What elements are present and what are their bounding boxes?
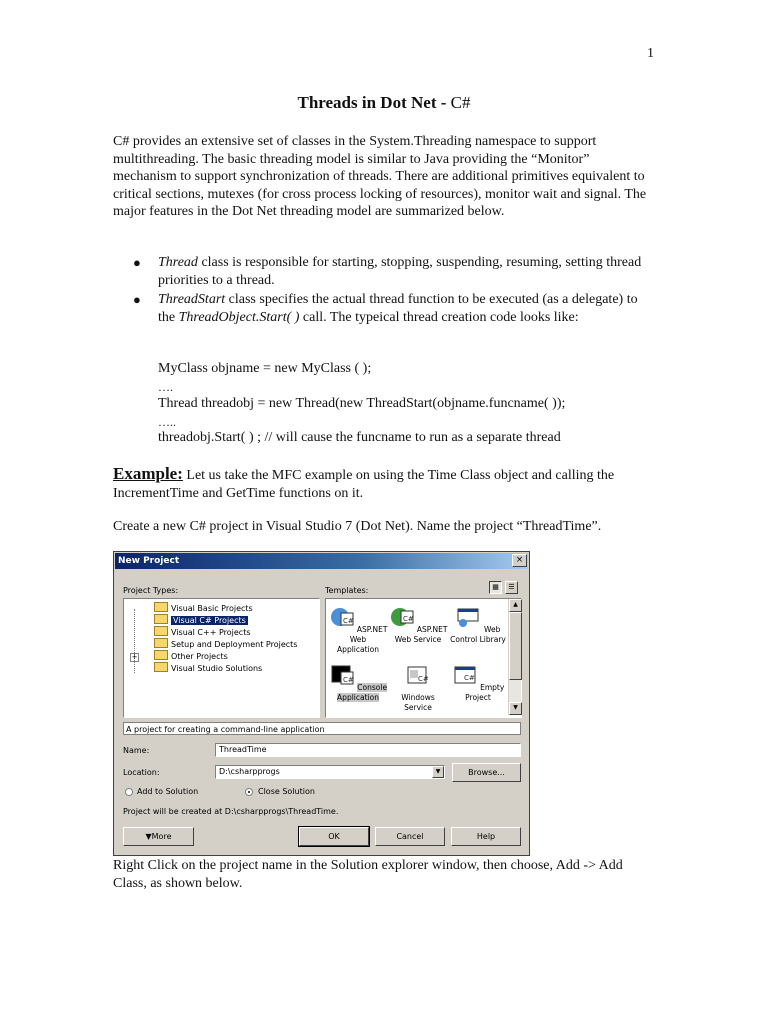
- web-application-icon: [329, 605, 355, 629]
- windows-service-icon: [405, 663, 431, 687]
- page-number: 1: [647, 46, 654, 61]
- dialog-title-bar: New Project: [115, 553, 528, 569]
- add-to-solution-radio[interactable]: [125, 788, 133, 796]
- chevron-down-icon: ▼: [145, 832, 152, 841]
- location-label: Location:: [123, 768, 160, 777]
- more-button[interactable]: ▼More: [123, 827, 194, 846]
- folder-icon: [154, 650, 168, 660]
- example-text: Let us take the MFC example on using the Time Class object and calling the IncrementTime and GetTime functions on it.: [113, 468, 615, 501]
- bullet-text: class is responsible for starting, stopping, suspending, resuming, setting thread priorities to a thread.: [158, 255, 642, 288]
- folder-icon: [154, 602, 168, 612]
- page-title: [0, 93, 768, 113]
- svg-text:C#: C#: [342, 676, 354, 684]
- intro-paragraph: C# provides an extensive set of classes in the System.Threading namespace to support multithreading. The basic threading model is similar to Java providing the “Monitor” mechanism to support synchronization of threads. There are additional primitives equivalent to critical sections, mutexes (for cross process locking of resources), monitor wait and signal. The major features in the Dot Net threading model are summarized below.: [113, 134, 647, 219]
- expand-icon[interactable]: +: [131, 653, 138, 661]
- right-click-paragraph: Right Click on the project name in the Solution explorer window, then choose, Add -> Add Class, as shown below.: [113, 858, 623, 891]
- folder-icon: [154, 638, 168, 648]
- help-button[interactable]: Help: [451, 827, 521, 846]
- template-description: A project for creating a command-line application: [123, 722, 521, 735]
- tree-item-setup-deployment[interactable]: Setup and Deployment Projects: [154, 638, 297, 650]
- scroll-down-icon[interactable]: ▼: [509, 702, 522, 715]
- title-main: Threads in Dot Net: [297, 93, 437, 112]
- template-console-application[interactable]: C# Console Application: [328, 663, 388, 703]
- bullet-text-2: call. The typeical thread creation code looks like:: [299, 309, 579, 325]
- tree-connector: [134, 609, 136, 673]
- add-to-solution-label: Add to Solution: [137, 787, 199, 796]
- title-lang: C#: [450, 93, 471, 112]
- tree-item-visual-basic[interactable]: Visual Basic Projects: [154, 602, 253, 614]
- folder-icon: [154, 662, 168, 672]
- chevron-down-icon[interactable]: ▼: [432, 766, 444, 778]
- templates-label: Templates:: [325, 586, 369, 595]
- template-windows-service[interactable]: C# Windows Service: [388, 663, 448, 713]
- create-project-paragraph: Create a new C# project in Visual Studio 7 (Dot Net). Name the project “ThreadTime”.: [113, 519, 602, 534]
- svg-text:C#: C#: [342, 617, 354, 625]
- tree-item-visual-cpp[interactable]: Visual C++ Projects: [154, 626, 251, 638]
- tree-item-visual-csharp[interactable]: Visual C# Projects: [154, 614, 248, 626]
- project-types-tree: [123, 598, 320, 718]
- bullet-term: ThreadStart: [158, 292, 226, 307]
- cancel-button[interactable]: Cancel: [375, 827, 445, 846]
- project-path-text: Project will be created at D:\csharpprogs\ThreadTime.: [123, 807, 339, 816]
- bullet-term: Thread: [158, 255, 198, 270]
- close-solution-label: Close Solution: [258, 787, 315, 796]
- name-field[interactable]: ThreadTime: [215, 743, 521, 757]
- location-field[interactable]: D:\csharpprogs ▼: [215, 765, 445, 779]
- large-icons-view-icon[interactable]: ▦: [489, 581, 502, 594]
- new-project-dialog: [113, 551, 530, 856]
- ok-button[interactable]: OK: [299, 827, 369, 846]
- bullet-term-2: ThreadObject.Start( ): [178, 309, 300, 325]
- close-icon[interactable]: ×: [512, 554, 527, 567]
- scroll-up-icon[interactable]: ▲: [509, 599, 522, 612]
- templates-list: [325, 598, 522, 718]
- title-sep: -: [436, 93, 451, 112]
- list-view-icon[interactable]: ☰: [505, 581, 518, 594]
- template-empty-project[interactable]: C# Empty Project: [448, 663, 508, 703]
- project-types-label: Project Types:: [123, 586, 179, 595]
- bullet-dot: ●: [133, 292, 141, 307]
- code-line-3: threadobj.Start( ) ; // will cause the funcname to run as a separate thread: [158, 430, 561, 445]
- templates-scrollbar[interactable]: [508, 599, 521, 715]
- name-label: Name:: [123, 746, 150, 755]
- folder-icon: [154, 626, 168, 636]
- bullet-dot: ●: [133, 255, 141, 270]
- code-ellipsis-2: …..: [158, 415, 176, 429]
- example-heading: Example:: [113, 464, 183, 483]
- tree-item-other-projects[interactable]: Other Projects: [154, 650, 228, 662]
- bullet-text: class specifies the actual thread function to be executed (as a delegate) to the: [158, 292, 638, 325]
- template-asp-web-service[interactable]: C# ASP.NET Web Service: [388, 605, 448, 645]
- web-service-icon: [389, 605, 415, 629]
- console-application-icon: [329, 663, 355, 687]
- tree-item-vs-solutions[interactable]: Visual Studio Solutions: [154, 662, 262, 674]
- template-asp-web-app[interactable]: C# ASP.NET Web Application: [328, 605, 388, 655]
- close-solution-radio[interactable]: [245, 788, 253, 796]
- svg-text:C#: C#: [463, 674, 475, 682]
- folder-icon: [154, 614, 168, 624]
- svg-text:C#: C#: [418, 675, 429, 683]
- scroll-thumb[interactable]: [509, 612, 522, 680]
- example-paragraph: [113, 465, 653, 502]
- empty-project-icon: [452, 663, 478, 687]
- svg-text:C#: C#: [402, 615, 414, 623]
- control-library-icon: [456, 605, 482, 629]
- code-line-2: Thread threadobj = new Thread(new ThreadStart(objname.funcname( ));: [158, 396, 566, 411]
- code-line-1: MyClass objname = new MyClass ( );: [158, 361, 372, 376]
- browse-button[interactable]: Browse...: [452, 763, 521, 782]
- template-web-control-library[interactable]: Web Control Library: [448, 605, 508, 645]
- code-ellipsis-1: ….: [158, 380, 173, 394]
